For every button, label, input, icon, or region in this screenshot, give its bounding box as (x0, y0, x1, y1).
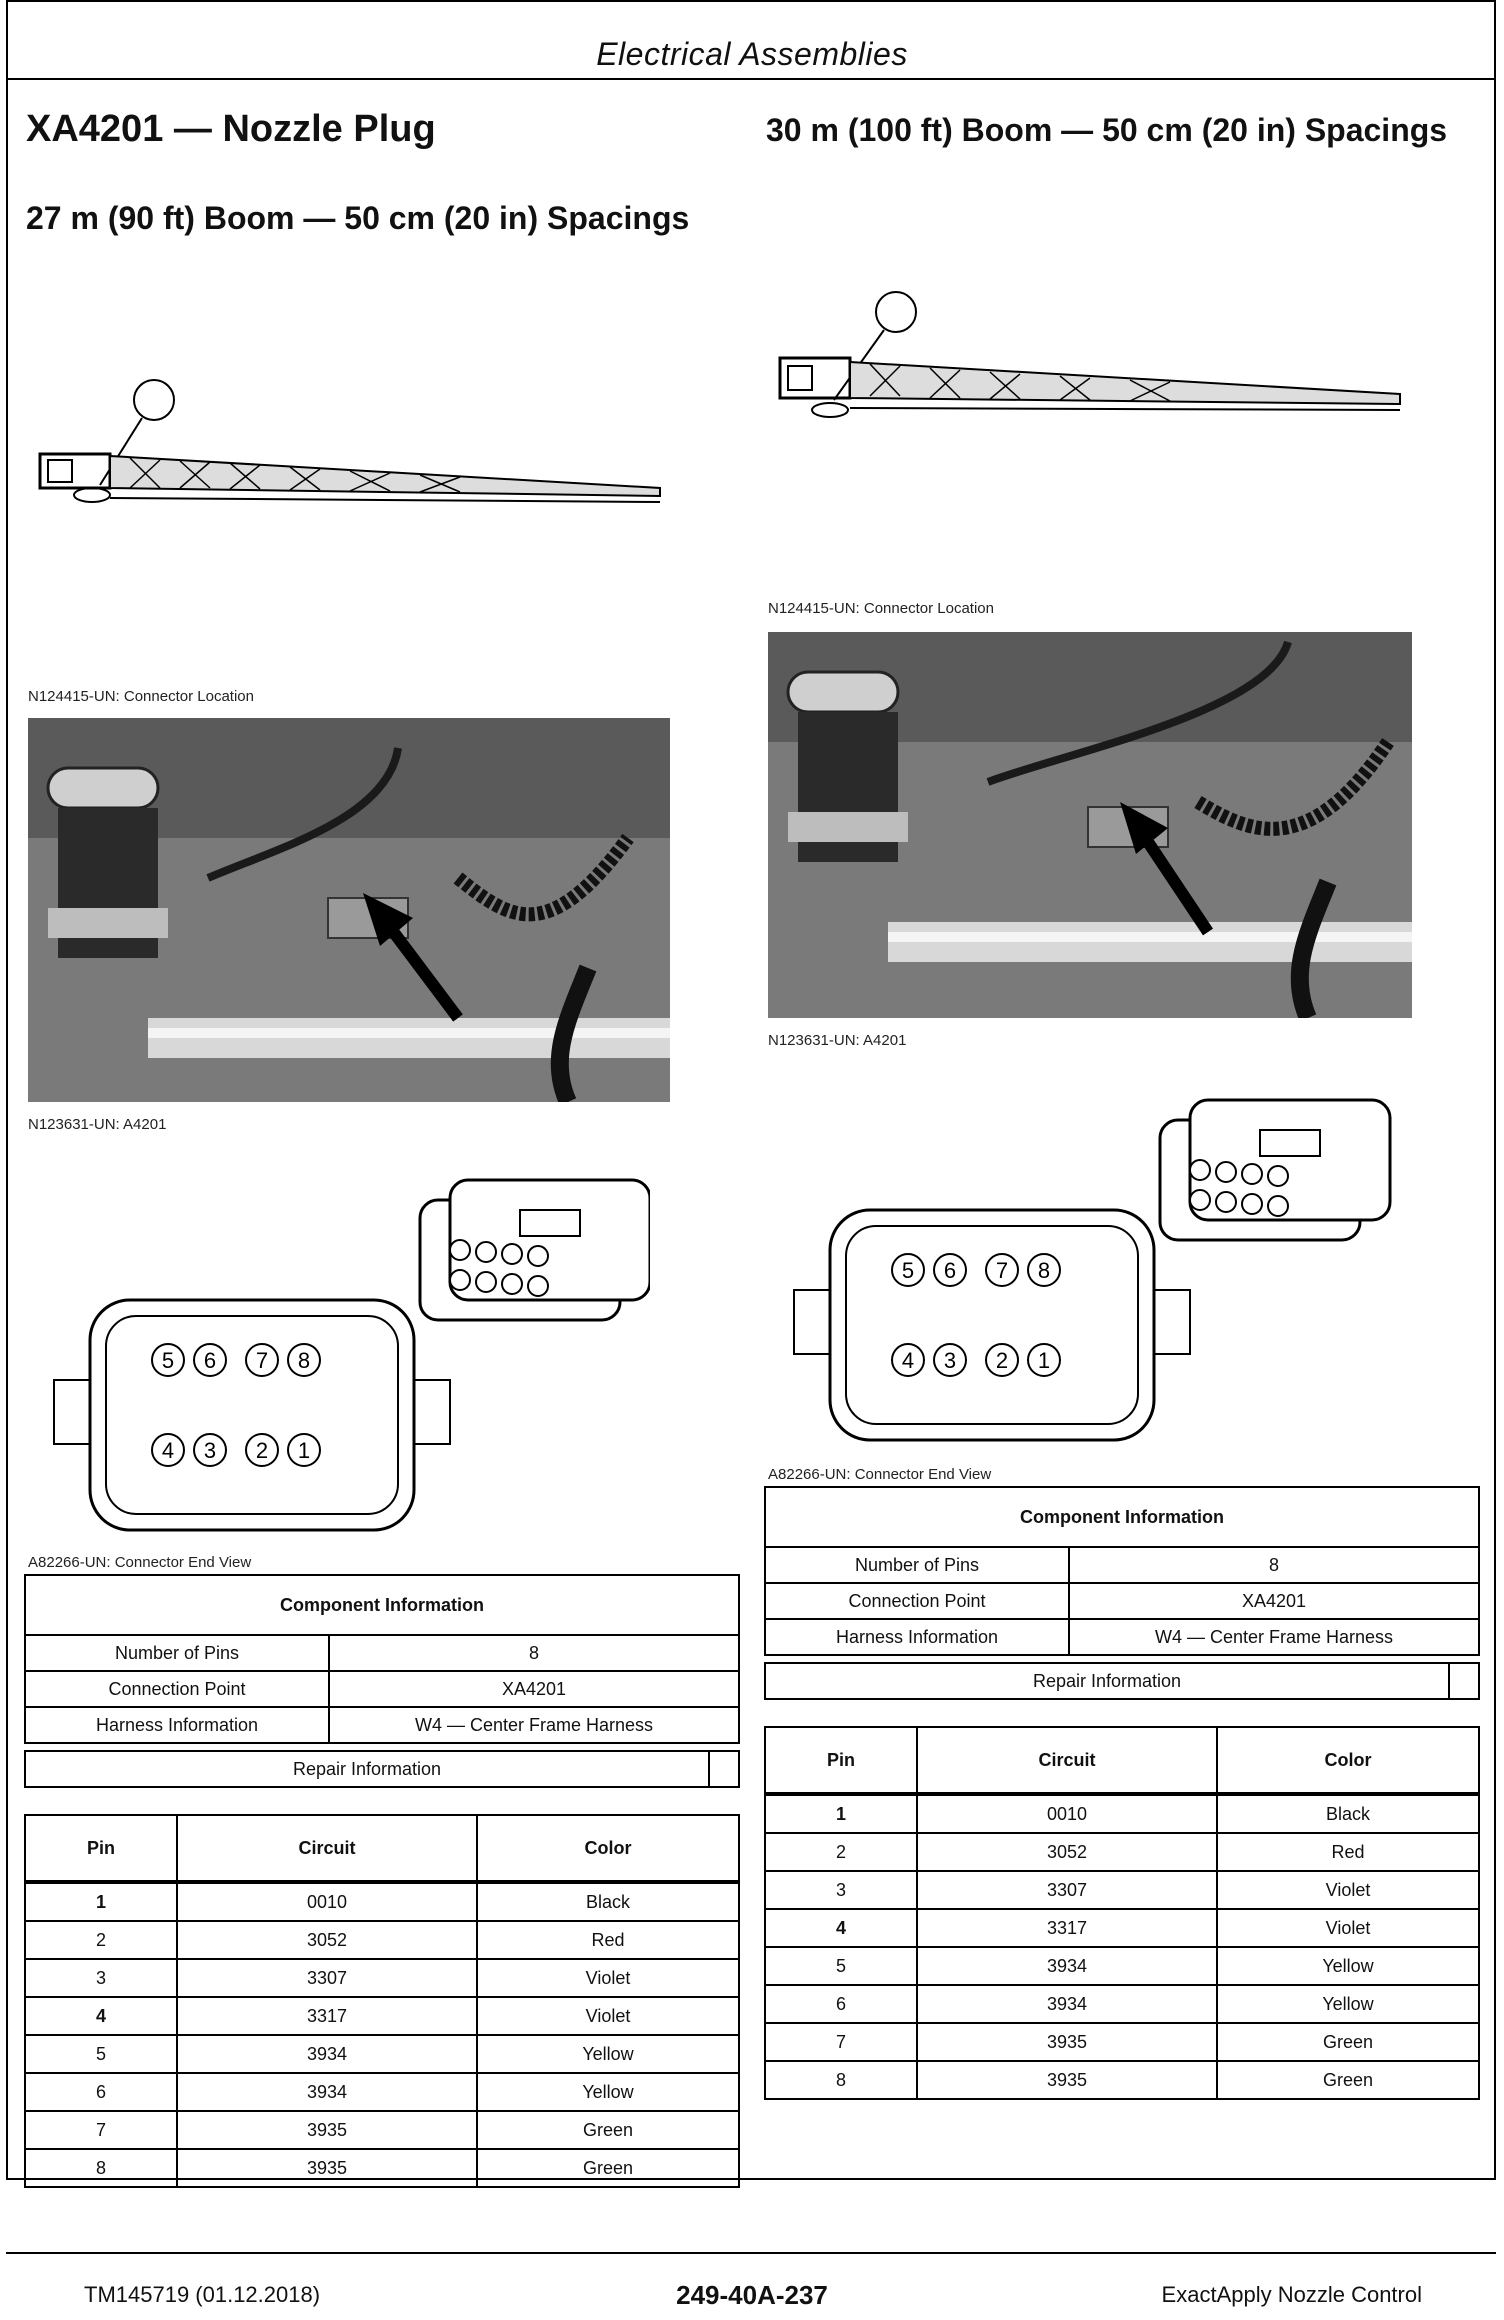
pin-cell: 7 (765, 2023, 917, 2061)
right-repair-info (764, 1662, 1480, 1700)
circuit-cell: 0010 (917, 1794, 1217, 1833)
repair-info-label: Repair Information (25, 1751, 709, 1787)
pin-8-left (288, 1344, 320, 1376)
pin-cell: 2 (765, 1833, 917, 1871)
left-connector-photo (28, 718, 670, 1102)
pin-label: 3 (203, 1438, 217, 1463)
pin-label: 1 (1037, 1348, 1051, 1373)
table-row (765, 1871, 1479, 1909)
table-row (25, 2149, 739, 2187)
color-cell: Green (1217, 2023, 1479, 2061)
left-pin-table (24, 1814, 740, 2188)
table-row (765, 1833, 1479, 1871)
pin-cell: 8 (765, 2061, 917, 2099)
pin-4-right (892, 1344, 924, 1376)
footer-page-number: 249-40A-237 (676, 2280, 828, 2310)
info-value: 8 (329, 1635, 739, 1671)
circuit-header: Circuit (917, 1727, 1217, 1794)
pin-7-left (246, 1344, 278, 1376)
circuit-cell: 3052 (177, 1921, 477, 1959)
color-cell: Red (1217, 1833, 1479, 1871)
table-row (765, 2023, 1479, 2061)
pin-label: 5 (161, 1348, 175, 1373)
pin-label: 7 (255, 1348, 269, 1373)
pin-cell: 2 (25, 1921, 177, 1959)
color-cell: Violet (477, 1959, 739, 1997)
right-pin-table (764, 1726, 1480, 2100)
footer-doc-id: TM145719 (01.12.2018) (84, 2282, 321, 2307)
color-header: Color (477, 1815, 739, 1882)
color-cell: Yellow (477, 2035, 739, 2073)
pin-label: 8 (297, 1348, 311, 1373)
pin-1-left (288, 1434, 320, 1466)
table-row (765, 2061, 1479, 2099)
pin-cell: 8 (25, 2149, 177, 2187)
info-label: Connection Point (25, 1671, 329, 1707)
footer-divider (6, 2252, 1496, 2254)
circuit-cell: 3934 (177, 2073, 477, 2111)
pin-cell: 3 (765, 1871, 917, 1909)
component-info-title: Component Information (25, 1575, 739, 1635)
right-caption-a4201: N123631-UN: A4201 (768, 1032, 907, 1049)
color-cell: Green (477, 2111, 739, 2149)
pin-label: 4 (901, 1348, 915, 1373)
left-caption-end-view: A82266-UN: Connector End View (28, 1554, 252, 1571)
circuit-cell: 3935 (917, 2023, 1217, 2061)
right-caption-end-view: A82266-UN: Connector End View (768, 1466, 992, 1483)
pin-label: 6 (203, 1348, 217, 1373)
pin-label: 3 (943, 1348, 957, 1373)
left-component-info-table (24, 1574, 740, 1744)
pin-label: 1 (297, 1438, 311, 1463)
pin-header: Pin (765, 1727, 917, 1794)
right-component-info-table (764, 1486, 1480, 1656)
table-row (25, 1882, 739, 1921)
color-cell: Red (477, 1921, 739, 1959)
pin-6-right (934, 1254, 966, 1286)
circuit-cell: 3934 (177, 2035, 477, 2073)
info-label: Harness Information (25, 1707, 329, 1743)
pin-label: 8 (1037, 1258, 1051, 1283)
pin-cell: 5 (25, 2035, 177, 2073)
circuit-cell: 3935 (177, 2111, 477, 2149)
pin-label: 7 (995, 1258, 1009, 1283)
repair-info-label: Repair Information (765, 1663, 1449, 1699)
circuit-cell: 3307 (177, 1959, 477, 1997)
pin-cell: 6 (765, 1985, 917, 2023)
pin-label: 2 (995, 1348, 1009, 1373)
circuit-cell: 3317 (177, 1997, 477, 2035)
info-value: 8 (1069, 1547, 1479, 1583)
table-row (765, 1985, 1479, 2023)
info-value: W4 — Center Frame Harness (329, 1707, 739, 1743)
info-label: Connection Point (765, 1583, 1069, 1619)
info-value: W4 — Center Frame Harness (1069, 1619, 1479, 1655)
color-cell: Black (477, 1882, 739, 1921)
right-caption-location: N124415-UN: Connector Location (768, 600, 994, 617)
circuit-cell: 3052 (917, 1833, 1217, 1871)
pin-6-left (194, 1344, 226, 1376)
color-cell: Green (477, 2149, 739, 2187)
table-row (25, 1959, 739, 1997)
color-cell: Violet (477, 1997, 739, 2035)
left-connector-end-view (50, 1170, 650, 1550)
left-caption-a4201: N123631-UN: A4201 (28, 1116, 167, 1133)
table-row (765, 1794, 1479, 1833)
pin-cell: 1 (25, 1882, 177, 1921)
pin-8-right (1028, 1254, 1060, 1286)
pin-3-right (934, 1344, 966, 1376)
boom-diagram-27m (30, 370, 670, 520)
circuit-cell: 0010 (177, 1882, 477, 1921)
color-header: Color (1217, 1727, 1479, 1794)
color-cell: Yellow (1217, 1947, 1479, 1985)
repair-info-cell (709, 1751, 739, 1787)
component-info-title: Component Information (765, 1487, 1479, 1547)
pin-cell: 7 (25, 2111, 177, 2149)
info-value: XA4201 (329, 1671, 739, 1707)
color-cell: Green (1217, 2061, 1479, 2099)
right-subtitle: 30 m (100 ft) Boom — 50 cm (20 in) Spacings (766, 112, 1448, 148)
info-label: Number of Pins (25, 1635, 329, 1671)
pin-label: 2 (255, 1438, 269, 1463)
pin-label: 4 (161, 1438, 175, 1463)
pin-cell: 1 (765, 1794, 917, 1833)
right-connector-photo (768, 632, 1412, 1018)
pin-cell: 6 (25, 2073, 177, 2111)
header-divider (6, 78, 1496, 80)
circuit-cell: 3317 (917, 1909, 1217, 1947)
circuit-header: Circuit (177, 1815, 477, 1882)
table-row (25, 1997, 739, 2035)
circuit-cell: 3934 (917, 1947, 1217, 1985)
pin-cell: 4 (765, 1909, 917, 1947)
pin-2-left (246, 1434, 278, 1466)
pin-label: 6 (943, 1258, 957, 1283)
pin-label: 5 (901, 1258, 915, 1283)
table-row (25, 2073, 739, 2111)
pin-cell: 3 (25, 1959, 177, 1997)
pin-5-left (152, 1344, 184, 1376)
pin-3-left (194, 1434, 226, 1466)
circuit-cell: 3935 (177, 2149, 477, 2187)
pin-4-left (152, 1434, 184, 1466)
right-connector-end-view (790, 1090, 1410, 1470)
info-label: Harness Information (765, 1619, 1069, 1655)
table-row (765, 1909, 1479, 1947)
circuit-cell: 3934 (917, 1985, 1217, 2023)
info-label: Number of Pins (765, 1547, 1069, 1583)
component-title: XA4201 — Nozzle Plug (26, 108, 436, 150)
table-row (25, 1921, 739, 1959)
pin-2-right (986, 1344, 1018, 1376)
table-row (25, 2035, 739, 2073)
pin-cell: 5 (765, 1947, 917, 1985)
pin-header: Pin (25, 1815, 177, 1882)
color-cell: Violet (1217, 1909, 1479, 1947)
left-caption-location: N124415-UN: Connector Location (28, 688, 254, 705)
pin-cell: 4 (25, 1997, 177, 2035)
info-value: XA4201 (1069, 1583, 1479, 1619)
footer-section: ExactApply Nozzle Control (1161, 2282, 1422, 2307)
color-cell: Yellow (1217, 1985, 1479, 2023)
color-cell: Violet (1217, 1871, 1479, 1909)
repair-info-cell (1449, 1663, 1479, 1699)
page-header: Electrical Assemblies (596, 36, 908, 72)
color-cell: Black (1217, 1794, 1479, 1833)
table-row (765, 1947, 1479, 1985)
table-row (25, 2111, 739, 2149)
left-subtitle: 27 m (90 ft) Boom — 50 cm (20 in) Spacings (26, 200, 690, 236)
left-repair-info (24, 1750, 740, 1788)
boom-diagram-30m (770, 290, 1410, 440)
color-cell: Yellow (477, 2073, 739, 2111)
pin-1-right (1028, 1344, 1060, 1376)
pin-5-right (892, 1254, 924, 1286)
circuit-cell: 3307 (917, 1871, 1217, 1909)
pin-7-right (986, 1254, 1018, 1286)
circuit-cell: 3935 (917, 2061, 1217, 2099)
